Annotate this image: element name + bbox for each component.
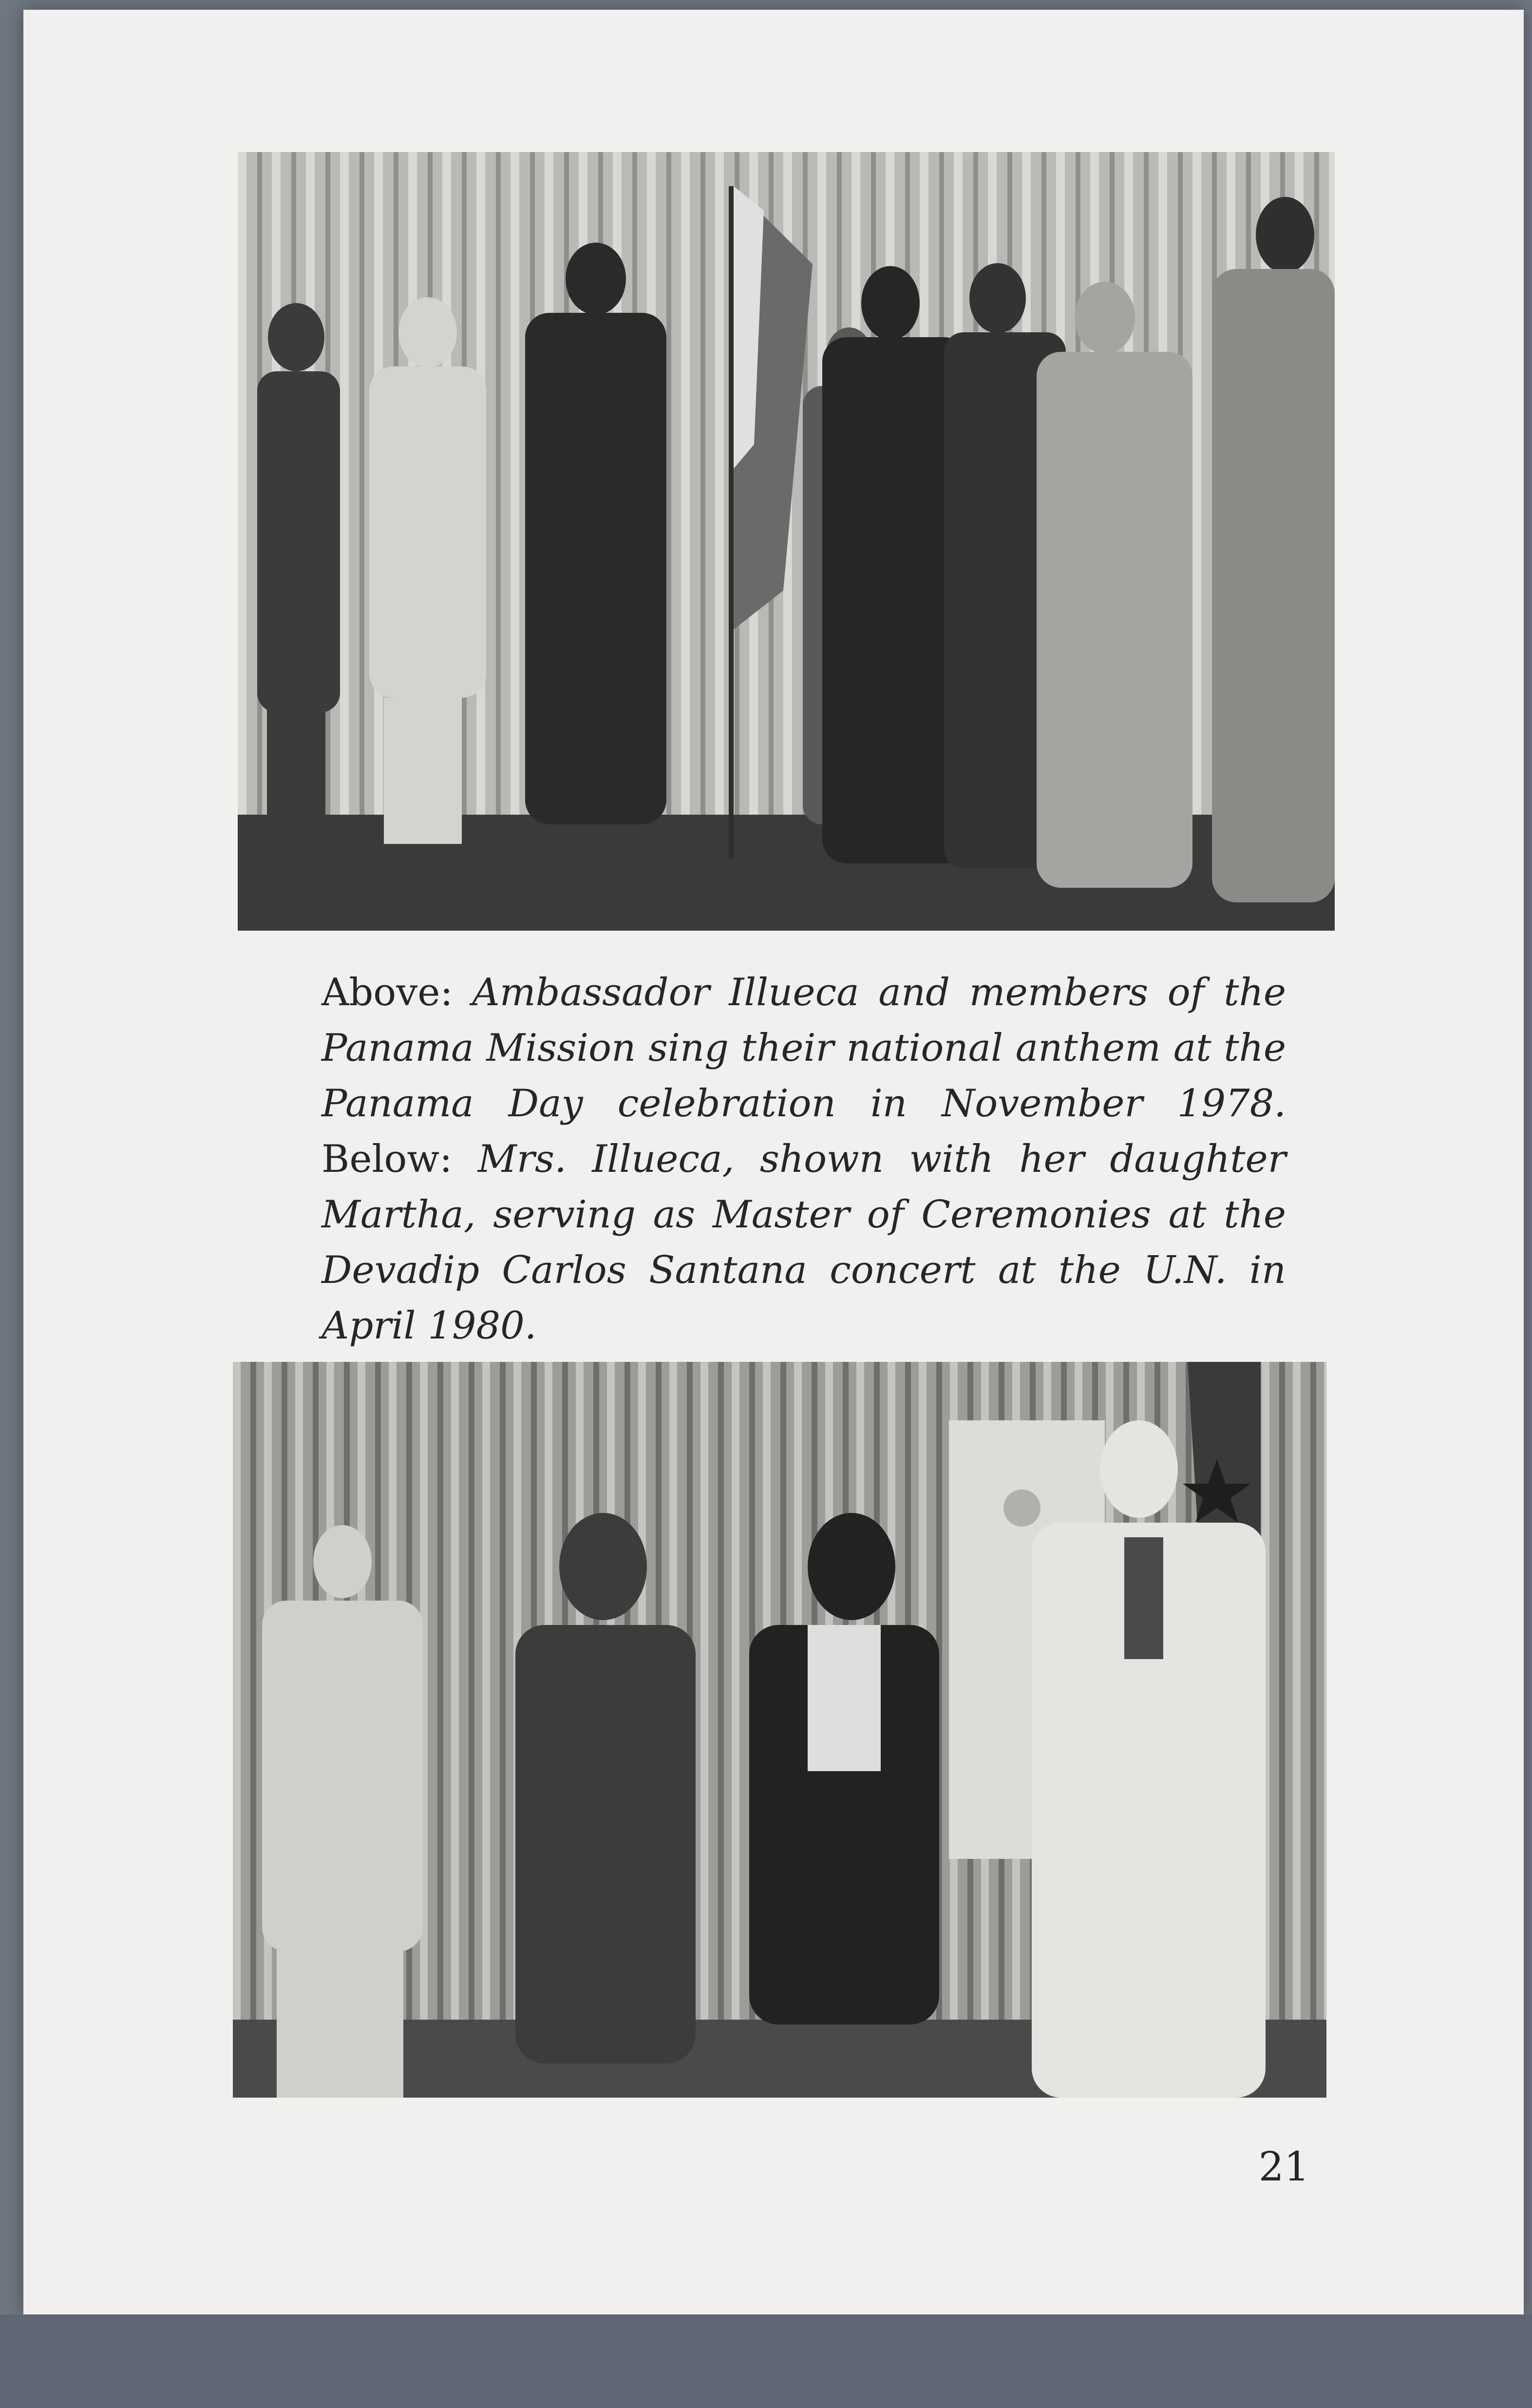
photo-caption bbox=[322, 965, 1286, 1354]
document-page bbox=[23, 10, 1524, 2314]
caption-above-text: Ambassador Illueca and members of the Panama Mission sing their national anthem at the Panama Day celebration in November 1978. bbox=[322, 971, 1286, 1126]
caption-above-label: Above: bbox=[322, 971, 453, 1014]
bottom-photo bbox=[233, 1362, 1326, 2098]
page-number: 21 bbox=[1258, 2144, 1309, 2190]
scan-border bbox=[0, 2314, 1532, 2408]
caption-below-label: Below: bbox=[322, 1137, 453, 1181]
caption-below-text: Mrs. Illueca, shown with her daughter Martha, serving as Master of Ceremonies at the Devadip Carlos Santana concert at the U.N. in April 1980. bbox=[322, 1137, 1286, 1348]
top-photo bbox=[238, 152, 1335, 931]
